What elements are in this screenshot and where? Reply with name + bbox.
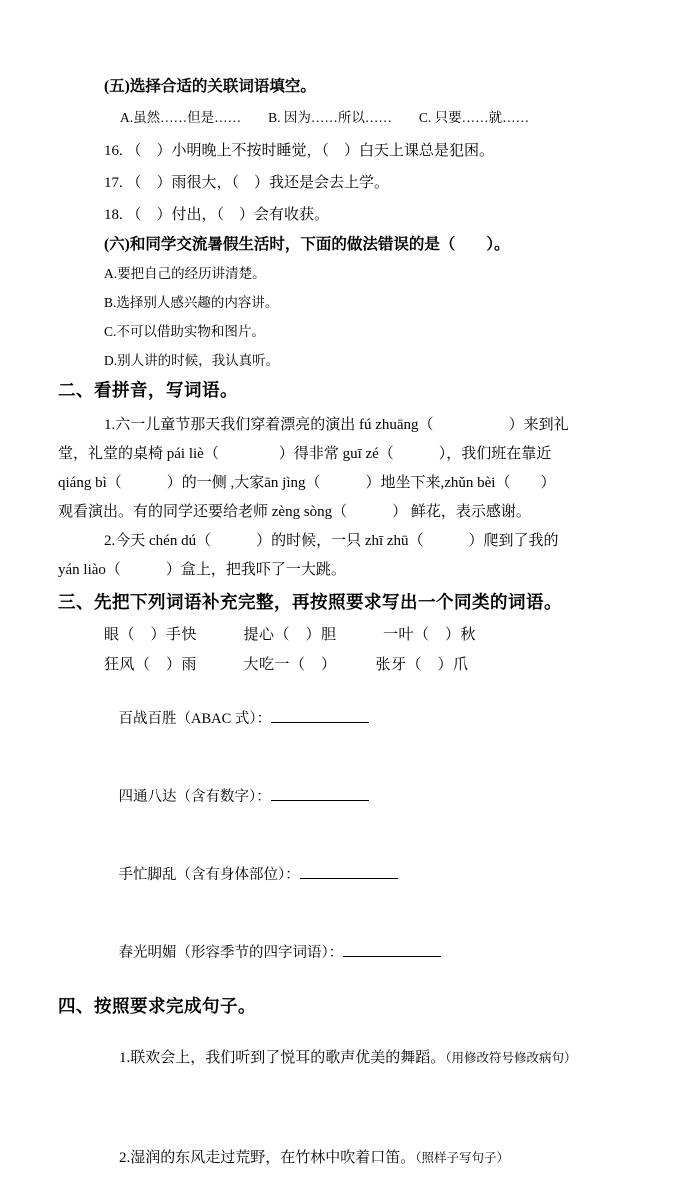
section6-heading: (六)和同学交流暑假生活时，下面的做法错误的是（ ）。 [104, 236, 510, 253]
idiom-row-2: 狂风（ ）雨 大吃一（ ） 张牙（ ）爪 [104, 657, 469, 673]
question-sentence-1 [58, 1025, 639, 1091]
fill-number [58, 761, 639, 833]
question-sentence-2 [58, 1125, 639, 1191]
answer-blank-line [271, 709, 369, 723]
fill-body-part-label: 手忙脚乱（含有身体部位）： [118, 867, 300, 883]
pinyin-p1-line4: 观看演出。有的同学还要给老师 zèng sòng（ ） 鲜花，表示感谢。 [58, 504, 531, 520]
section4-heading: 四、按照要求完成句子。 [58, 996, 256, 1016]
fill-abac-label: 百战百胜（ABAC 式）： [118, 711, 272, 727]
question-16: 16. （ ）小明晚上不按时睡觉，（ ）白天上课总是犯困。 [104, 143, 495, 159]
fill-season [58, 917, 639, 989]
section6-option-b: B.选择别人感兴趣的内容讲。 [104, 295, 279, 310]
idiom-row-1: 眼（ ）手快 提心（ ）胆 一叶（ ）秋 [104, 627, 477, 643]
section5-heading: (五)选择合适的关联词语填空。 [104, 78, 316, 95]
pinyin-p1-line1: 1.六一儿童节那天我们穿着漂亮的演出 fú zhuāng（ ）来到礼 [104, 417, 569, 433]
section6-option-d: D.别人讲的时候，我认真听。 [104, 353, 280, 368]
sentence-1-note: （用修改符号修改病句） [445, 1051, 577, 1065]
pinyin-p1-line3: qiáng bì（ ）的一侧 ,大家ān jìng（ ）地坐下来,zhǔn bèi（ ） [58, 475, 556, 491]
section6-option-c: C.不可以借助实物和图片。 [104, 324, 265, 339]
fill-body-part [58, 839, 639, 911]
sentence-1-text: 1.联欢会上，我们听到了悦耳的歌声优美的舞蹈。 [119, 1050, 446, 1066]
section5-options: A.虽然……但是…… B. 因为……所以…… C. 只要……就…… [120, 110, 530, 125]
pinyin-p2-line2: yán liào（ ）盒上，把我吓了一大跳。 [58, 562, 346, 578]
pinyin-paragraph-1 [58, 411, 639, 527]
section2-heading: 二、看拼音，写词语。 [58, 380, 238, 400]
fill-number-label: 四通八达（含有数字）： [118, 789, 271, 805]
sentence-2-text: 2.湿润的东风走过荒野，在竹林中吹着口笛。 [119, 1150, 416, 1166]
sentence-2-note: （照样子写句子） [415, 1151, 510, 1165]
question-17: 17. （ ）雨很大，（ ）我还是会去上学。 [104, 175, 390, 191]
pinyin-p1-line2: 堂，礼堂的桌椅 pái liè（ ）得非常 guī zé（ ），我们班在靠近 [58, 446, 552, 462]
fill-season-label: 春光明媚（形容季节的四字词语）： [118, 945, 344, 961]
pinyin-p2-line1: 2.今天 chén dú（ ）的时候，一只 zhī zhū（ ）爬到了我的 [104, 533, 559, 549]
question-18: 18. （ ）付出，（ ）会有收获。 [104, 207, 330, 223]
pinyin-paragraph-2 [58, 527, 639, 585]
answer-blank-line [300, 865, 398, 879]
section3-heading: 三、先把下列词语补充完整，再按照要求写出一个同类的词语。 [58, 592, 562, 612]
answer-blank-line [271, 787, 369, 801]
fill-abac [58, 683, 639, 755]
answer-blank-line [343, 943, 441, 957]
section6-option-a: A.要把自己的经历讲清楚。 [104, 266, 266, 281]
